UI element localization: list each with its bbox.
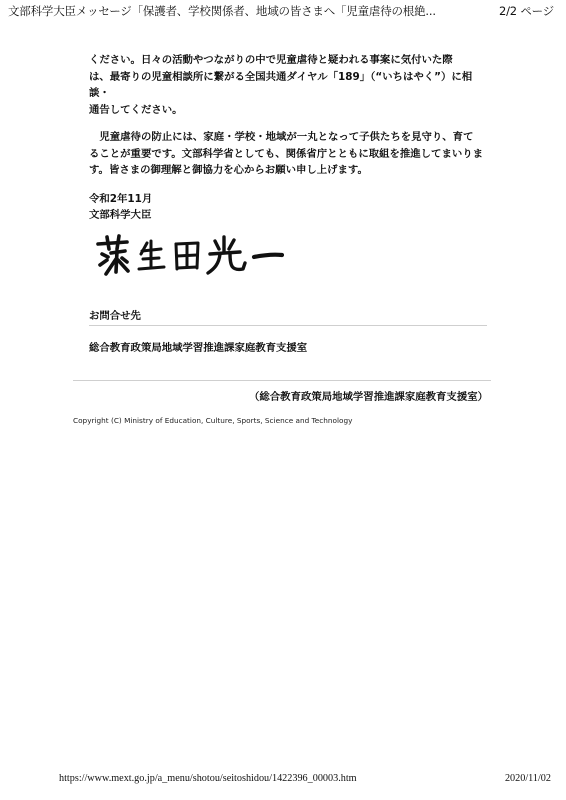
signer-title: 文部科学大臣 bbox=[89, 209, 152, 221]
handwritten-signature-image bbox=[94, 232, 284, 282]
paragraph-prevention: 児童虐待の防止には、家庭・学校・地域が一丸となって子供たちを見守り、育て ることが重要です。文部科学省としても、関係省庁とともに取組を推進してまいりま す。皆さまの御理解と御協力を心からお願い申し上げます。 bbox=[89, 131, 484, 176]
print-header bbox=[0, 3, 566, 19]
print-header-page-number: 2/2 ページ bbox=[498, 4, 554, 18]
section-divider bbox=[73, 380, 491, 381]
message-date: 令和2年11月 bbox=[89, 192, 153, 205]
department-note: （総合教育政策局地域学習推進課家庭教育支援室） bbox=[249, 391, 488, 403]
print-date: 2020/11/02 bbox=[504, 773, 551, 784]
contact-heading: お問合せ先 bbox=[89, 310, 141, 322]
page-url: https://www.mext.go.jp/a_menu/shotou/seitoshidou/1422396_00003.htm bbox=[59, 773, 357, 784]
paragraph-report-request: ください。日々の活動やつながりの中で児童虐待と疑われる事案に気付いた際 は、最寄りの児童相談所に繋がる全国共通ダイヤル「189」（“いちはやく”）に相談・ 通告してください。 bbox=[89, 54, 473, 116]
contact-divider bbox=[89, 325, 487, 326]
svg-text:萩生田光一: 萩生田光一 bbox=[94, 232, 99, 233]
message-body bbox=[89, 52, 489, 224]
contact-department: 総合教育政策局地域学習推進課家庭教育支援室 bbox=[89, 342, 308, 354]
signature-block bbox=[89, 191, 489, 224]
copyright-notice: Copyright (C) Ministry of Education, Culture, Sports, Science and Technology bbox=[73, 416, 353, 425]
print-header-title: 文部科学大臣メッセージ「保護者、学校関係者、地域の皆さまへ「児童虐待の根絶... bbox=[8, 4, 436, 18]
